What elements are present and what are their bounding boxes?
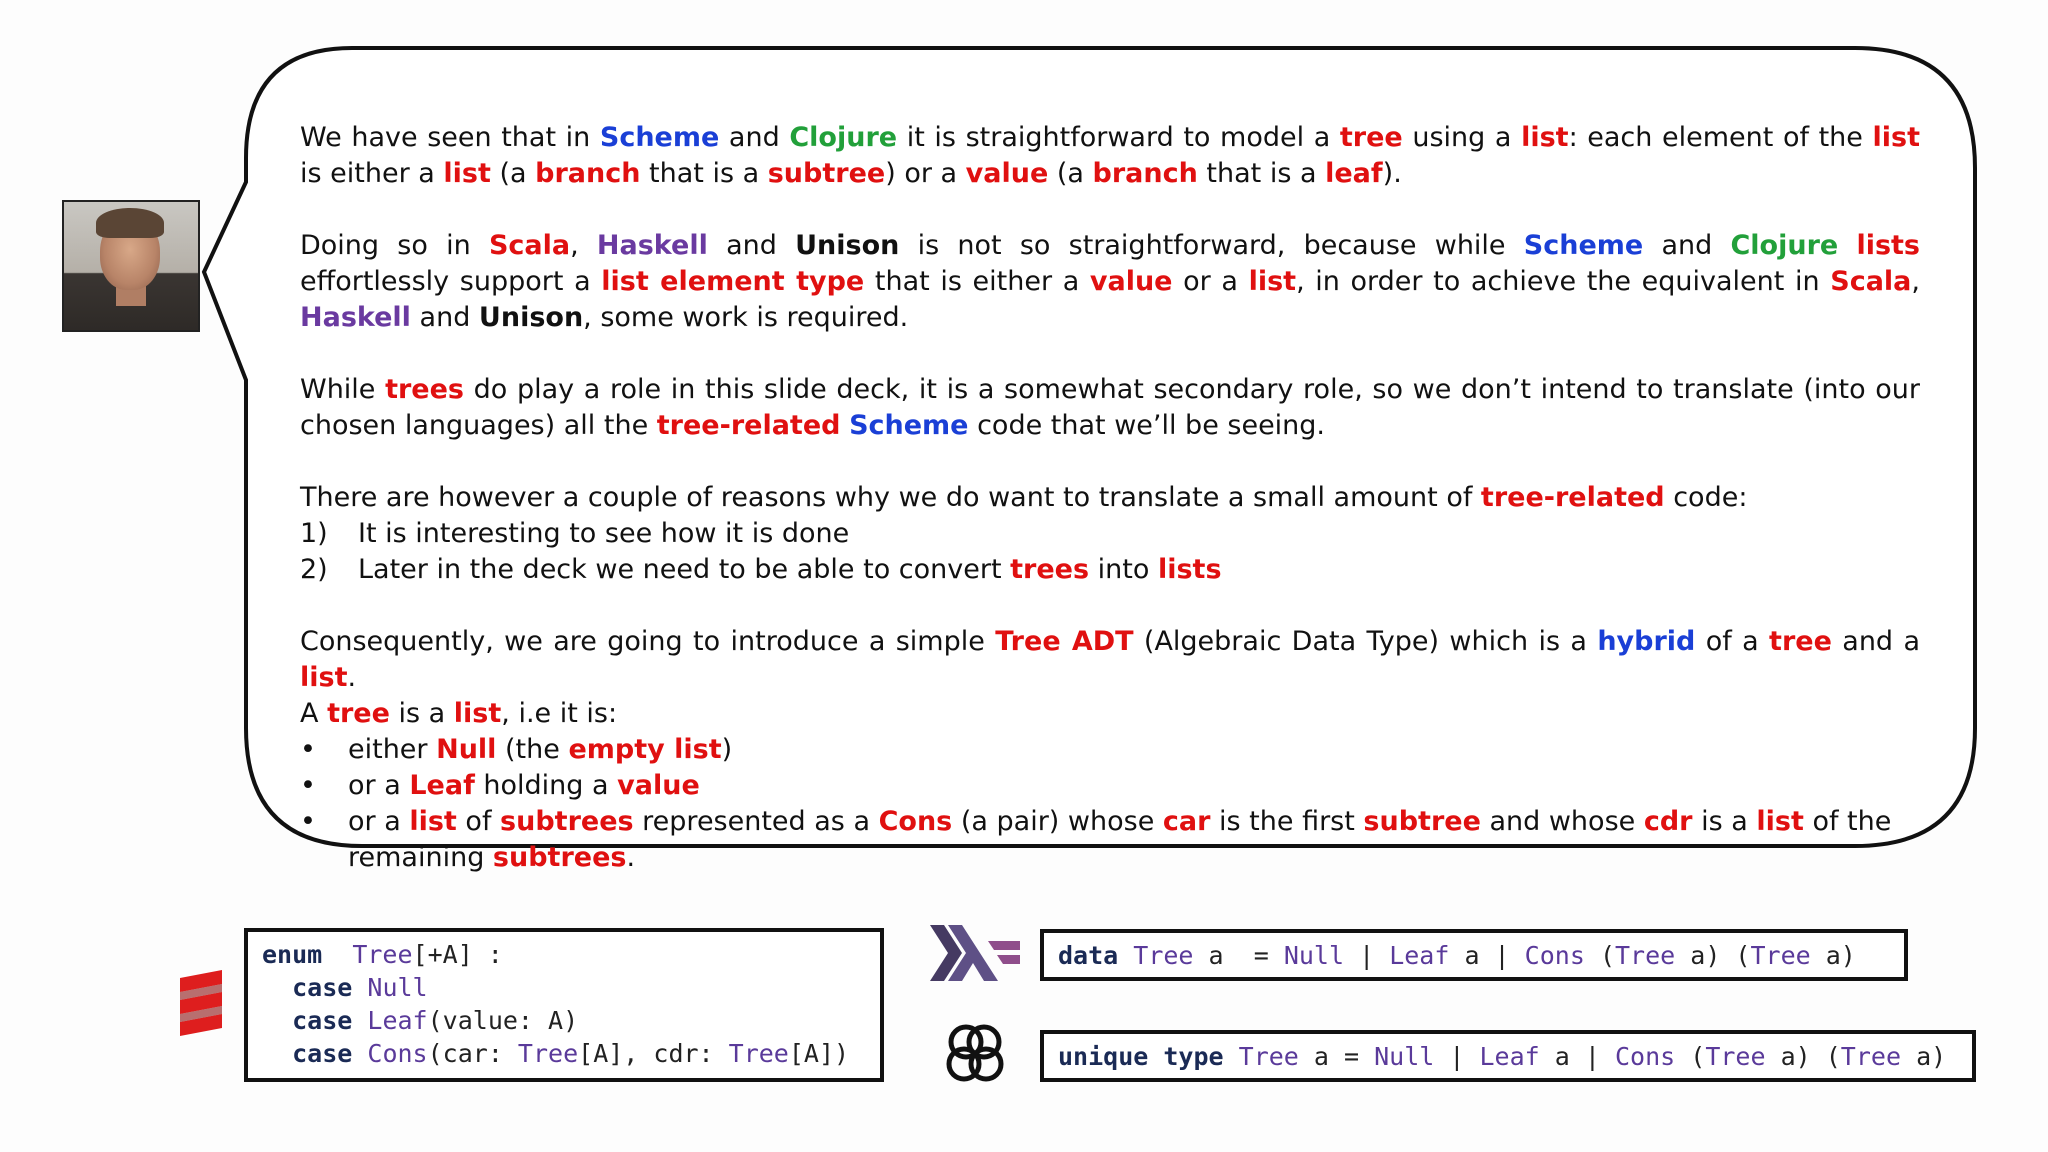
- code-token: Tree: [352, 940, 413, 969]
- code-token: |: [1344, 941, 1390, 970]
- bullet-item: • either Null (the empty list): [300, 734, 733, 765]
- code-token: a): [1901, 1042, 1947, 1071]
- code-token: enum: [262, 940, 323, 969]
- code-token: [1118, 941, 1133, 970]
- code-token: Null: [367, 973, 428, 1002]
- code-token: data: [1058, 941, 1119, 970]
- code-token: Tree: [1840, 1042, 1902, 1071]
- slide-text: [300, 120, 1920, 876]
- code-token: Null: [1374, 1042, 1435, 1071]
- code-token: case: [292, 973, 353, 1002]
- bullet-item: • or a list of subtrees represented as a Cons (a pair) whose car is the first subtree and whose cdr is a list of the remaining subtrees.: [300, 806, 1892, 873]
- code-line: [1058, 939, 1890, 972]
- scala-code-box: [244, 928, 884, 1082]
- code-line: [262, 971, 866, 1004]
- paragraph-1: We have seen that in Scheme and Clojure it is straightforward to model a tree using a list: each element of the list is either a list (a branch that is a subtree) or a value (a branch that is a leaf).: [300, 122, 1920, 189]
- unison-logo-icon: [940, 1020, 1010, 1090]
- code-token: Tree: [1750, 941, 1811, 970]
- paragraph-2: Doing so in Scala, Haskell and Unison is not so straightforward, because while Scheme and Clojure lists effortlessly support a list element type that is either a value or a list, in order to achieve the equivalent in Scala, Haskell and Unison, some work is required.: [300, 230, 1920, 333]
- paragraph-4: There are however a couple of reasons why we do want to translate a small amount of tree-related code: 1) It is interesting to see how it is done 2) Later in the deck we need to be able to convert trees into lists: [300, 480, 1920, 588]
- scala-logo-icon: [178, 970, 224, 1040]
- list-item: 1) It is interesting to see how it is done: [300, 518, 850, 549]
- code-line: [262, 1037, 866, 1070]
- code-token: [A], cdr:: [578, 1039, 729, 1068]
- code-token: [262, 1039, 292, 1068]
- code-line: [262, 1004, 866, 1037]
- code-token: a): [1810, 941, 1856, 970]
- code-token: (car:: [427, 1039, 518, 1068]
- code-token: (: [1675, 1042, 1706, 1071]
- code-token: [1224, 1042, 1239, 1071]
- code-token: Leaf: [1389, 941, 1450, 970]
- code-token: a |: [1539, 1042, 1615, 1071]
- code-token: a |: [1449, 941, 1525, 970]
- code-token: [322, 940, 352, 969]
- presenter-photo: [62, 200, 200, 332]
- code-token: Cons: [1614, 1042, 1676, 1071]
- unison-code-box: [1040, 1030, 1976, 1082]
- code-token: Tree: [1238, 1042, 1299, 1071]
- code-token: Tree: [517, 1039, 579, 1068]
- haskell-logo-icon: [930, 925, 1020, 981]
- code-token: [352, 1039, 367, 1068]
- code-token: [262, 973, 292, 1002]
- code-token: Tree: [1615, 941, 1676, 970]
- code-token: a) (: [1765, 1042, 1841, 1071]
- code-token: Leaf: [1479, 1042, 1540, 1071]
- code-token: [262, 1006, 292, 1035]
- code-token: Leaf: [367, 1006, 428, 1035]
- code-token: a =: [1193, 941, 1284, 970]
- bullet-item: • or a Leaf holding a value: [300, 770, 700, 801]
- code-token: [352, 973, 367, 1002]
- code-token: a) (: [1675, 941, 1751, 970]
- code-token: Tree: [728, 1039, 789, 1068]
- code-token: Tree: [1133, 941, 1194, 970]
- code-token: unique type: [1058, 1042, 1224, 1071]
- code-line: [262, 938, 866, 971]
- code-token: |: [1434, 1042, 1480, 1071]
- code-token: [352, 1006, 367, 1035]
- code-token: a =: [1298, 1042, 1375, 1071]
- haskell-code-box: [1040, 929, 1908, 981]
- code-token: (value: A): [427, 1006, 579, 1035]
- list-item: 2) Later in the deck we need to be able to convert trees into lists: [300, 554, 1222, 585]
- code-token: Null: [1283, 941, 1345, 970]
- code-token: [A]): [788, 1039, 850, 1068]
- paragraph-3: While trees do play a role in this slide deck, it is a somewhat secondary role, so we don’t intend to translate (into our chosen languages) all the tree-related Scheme code that we’ll be seeing.: [300, 374, 1920, 441]
- paragraph-5: Consequently, we are going to introduce a simple Tree ADT (Algebraic Data Type) which is a hybrid of a tree and a list. A tree is a list, i.e it is: • either Null (the empty list) • or a Leaf holding a value • or a list of subtrees represented as a Cons (a pair) whose car is the first subtree and whose cdr is a list of the remaining subtrees.: [300, 624, 1920, 876]
- code-token: case: [292, 1006, 353, 1035]
- code-token: [+A] :: [412, 940, 503, 969]
- code-token: Cons: [367, 1039, 428, 1068]
- code-token: Cons: [1524, 941, 1585, 970]
- code-token: (: [1584, 941, 1615, 970]
- code-line: [1058, 1040, 1958, 1073]
- code-token: Tree: [1705, 1042, 1766, 1071]
- code-token: case: [292, 1039, 353, 1068]
